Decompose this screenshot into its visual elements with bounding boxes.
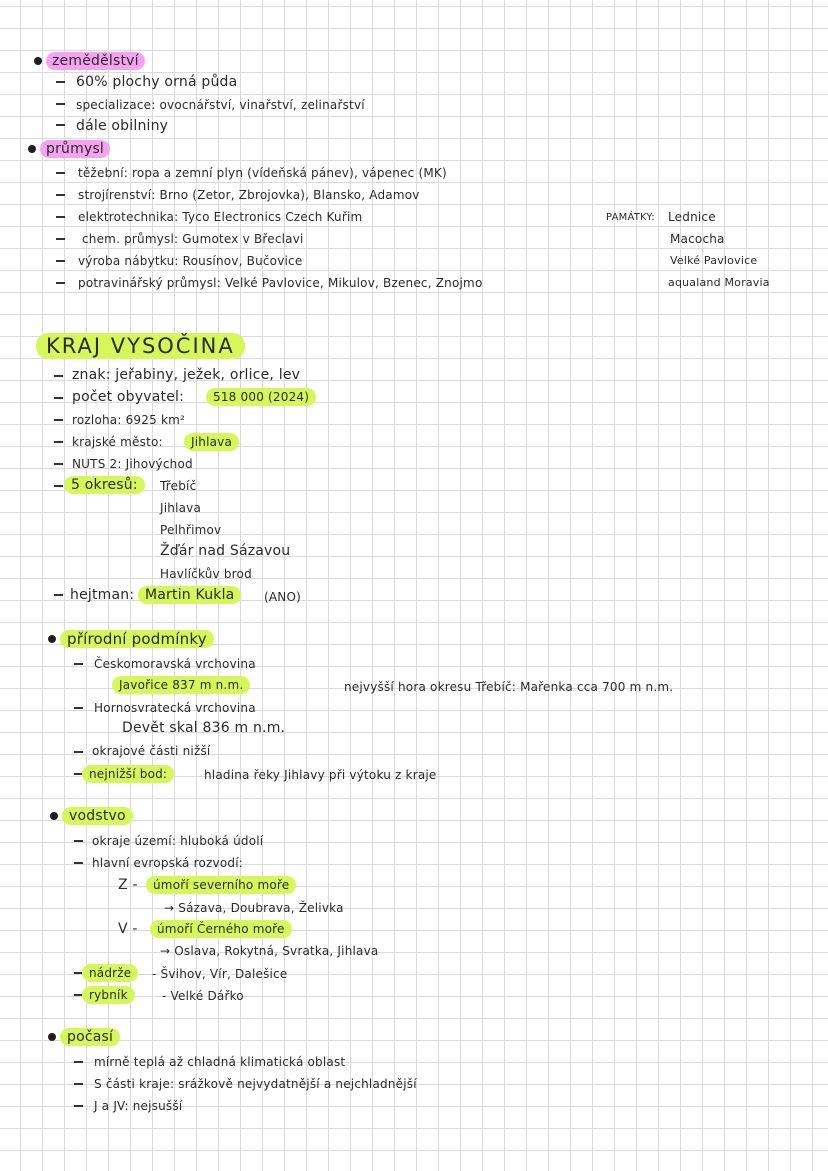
lowest-point-label: nejnižší bod:	[82, 765, 174, 783]
population-value: 518 000 (2024)	[206, 388, 316, 406]
industry-line: výroba nábytku: Rousínov, Bučovice	[78, 254, 303, 268]
watershed-east-rivers: → Oslava, Rokytná, Svratka, Jihlava	[160, 944, 379, 958]
sight-item: Macocha	[670, 232, 725, 246]
watershed-east-prefix: V -	[118, 921, 138, 937]
bullet-icon	[50, 812, 58, 820]
district-item: Třebíč	[160, 479, 197, 493]
reservoirs-label: nádrže	[82, 964, 138, 982]
dash-icon	[74, 1083, 83, 1085]
bullet-icon	[34, 57, 42, 65]
watershed-west: úmoří severního moře	[146, 876, 296, 894]
dash-icon	[54, 419, 63, 421]
dash-icon	[74, 862, 83, 864]
bullet-icon	[48, 1033, 56, 1041]
dash-icon	[56, 216, 65, 218]
region-area: rozloha: 6925 km²	[72, 413, 186, 427]
nature-line: okrajové části nižší	[92, 744, 211, 758]
dash-icon	[74, 1105, 83, 1107]
dash-icon	[54, 463, 63, 465]
governor-party: (ANO)	[264, 590, 301, 604]
weather-line: S části kraje: srážkově nejvydatnější a nejchladnější	[94, 1077, 417, 1091]
sight-item: Lednice	[668, 210, 716, 224]
section-heading-nature: přírodní podmínky	[60, 630, 214, 648]
nature-line: Českomoravská vrchovina	[94, 657, 256, 671]
watershed-east: úmoří Černého moře	[150, 920, 292, 938]
nature-note: nejvyšší hora okresu Třebíč: Mařenka cca 700 m n.m.	[344, 680, 674, 694]
agri-line: 60% plochy orná půda	[76, 74, 238, 90]
watershed-west-rivers: → Sázava, Doubrava, Želivka	[164, 901, 344, 915]
industry-line: chem. průmysl: Gumotex v Břeclavi	[82, 232, 304, 246]
bullet-icon	[48, 635, 56, 643]
highest-peak: Javořice 837 m n.m.	[112, 676, 250, 694]
dash-icon	[56, 103, 65, 105]
district-item: Pelhřimov	[160, 523, 222, 537]
population-label: počet obyvatel:	[72, 389, 185, 405]
water-line: okraje území: hluboká údolí	[92, 834, 264, 848]
peak-item: Devět skal 836 m n.m.	[122, 720, 286, 736]
section-heading-water: vodstvo	[62, 807, 133, 825]
pond-value: - Velké Dářko	[162, 989, 244, 1003]
agri-line: dále obilniny	[76, 118, 169, 134]
dash-icon	[54, 441, 63, 443]
district-item: Havlíčkův brod	[160, 567, 252, 581]
capital-value: Jihlava	[184, 433, 239, 451]
dash-icon	[74, 707, 83, 709]
governor-value: Martin Kukla	[138, 586, 241, 604]
industry-line: strojírenství: Brno (Zetor, Zbrojovka), Blansko, Adamov	[78, 188, 420, 202]
sight-item: aqualand Moravia	[668, 276, 770, 289]
dash-icon	[74, 751, 83, 753]
dash-icon	[54, 485, 63, 487]
dash-icon	[54, 375, 63, 377]
dash-icon	[56, 81, 65, 83]
dash-icon	[56, 124, 65, 126]
dash-icon	[56, 238, 65, 240]
reservoirs-value: - Švihov, Vír, Dalešice	[152, 967, 288, 981]
dash-icon	[56, 172, 65, 174]
dash-icon	[56, 260, 65, 262]
lowest-point-value: hladina řeky Jihlavy při výtoku z kraje	[204, 768, 437, 782]
watershed-west-prefix: Z -	[118, 877, 138, 893]
nuts-region: NUTS 2: Jihovýchod	[72, 457, 193, 471]
sights-label: PAMÁTKY:	[606, 212, 655, 223]
weather-line: J a JV: nejsušší	[94, 1099, 183, 1113]
districts-label: 5 okresů:	[64, 476, 145, 494]
governor-label: hejtman:	[70, 587, 135, 603]
dash-icon	[74, 1061, 83, 1063]
dash-icon	[54, 397, 63, 399]
industry-line: těžební: ropa a zemní plyn (vídeňská pánev), vápenec (MK)	[78, 166, 447, 180]
section-heading-weather: počasí	[60, 1028, 120, 1046]
dash-icon	[56, 282, 65, 284]
weather-line: mírně teplá až chladná klimatická oblast	[94, 1055, 346, 1069]
dash-icon	[74, 840, 83, 842]
water-line: hlavní evropská rozvodí:	[92, 856, 243, 870]
capital-label: krajské město:	[72, 435, 163, 449]
nature-line: Hornosvratecká vrchovina	[94, 701, 256, 715]
district-item: Žďár nad Sázavou	[160, 543, 291, 559]
dash-icon	[74, 663, 83, 665]
region-emblem: znak: jeřabiny, ježek, orlice, lev	[72, 367, 301, 383]
sight-item: Velké Pavlovice	[670, 254, 758, 267]
dash-icon	[56, 194, 65, 196]
section-heading-industry: průmysl	[40, 140, 110, 158]
district-item: Jihlava	[160, 501, 202, 515]
industry-line: potravinářský průmysl: Velké Pavlovice, Mikulov, Bzenec, Znojmo	[78, 276, 483, 290]
page-title: KRAJ VYSOČINA	[36, 333, 245, 359]
agri-line: specializace: ovocnářství, vinařství, zelinařství	[76, 98, 365, 112]
bullet-icon	[28, 145, 36, 153]
section-heading-agriculture: zemědělství	[46, 52, 145, 70]
dash-icon	[54, 594, 63, 596]
pond-label: rybník	[82, 986, 135, 1004]
industry-line: elektrotechnika: Tyco Electronics Czech Kuřim	[78, 210, 363, 224]
